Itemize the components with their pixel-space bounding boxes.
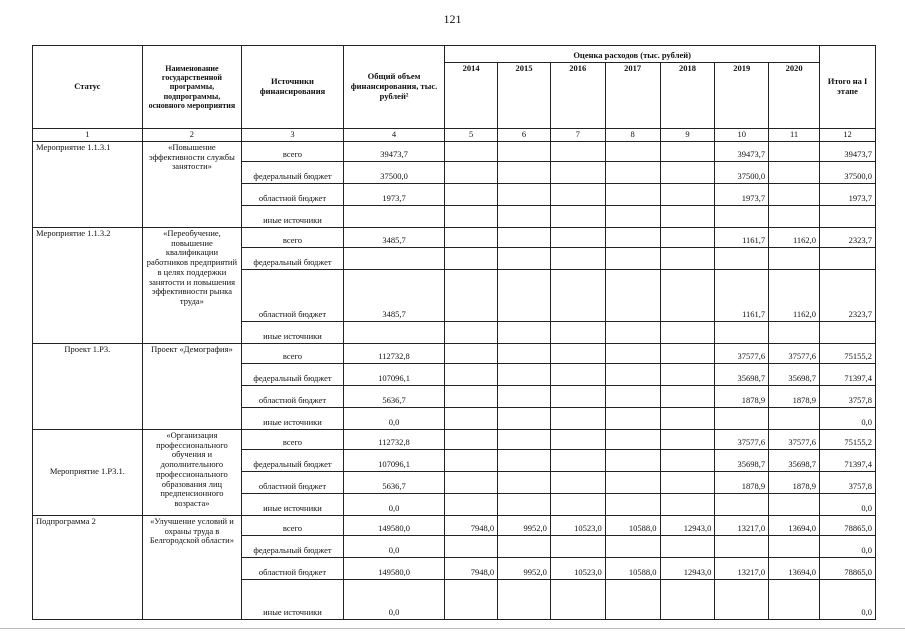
year-value-cell [550, 161, 605, 183]
stage-total-cell: 75155,2 [820, 343, 876, 363]
year-value-cell [715, 247, 769, 269]
year-value-cell [498, 141, 551, 161]
year-value-cell [660, 183, 715, 205]
year-value-cell [445, 579, 498, 619]
year-value-cell [445, 269, 498, 321]
year-value-cell [605, 321, 660, 343]
year-value-cell [769, 141, 820, 161]
year-value-cell [715, 321, 769, 343]
source-cell: иные источники [242, 321, 344, 343]
year-value-cell [498, 385, 551, 407]
financing-table [32, 45, 876, 620]
year-value-cell [445, 385, 498, 407]
stage-total-cell: 78865,0 [820, 515, 876, 535]
source-cell: всего [242, 141, 344, 161]
source-cell: иные источники [242, 579, 344, 619]
total-cell: 112732,8 [343, 429, 445, 449]
year-value-cell: 13217,0 [715, 557, 769, 579]
year-value-cell [605, 141, 660, 161]
header-estimate: Оценка расходов (тыс. рублей) [445, 46, 820, 63]
year-value-cell [605, 385, 660, 407]
year-value-cell [445, 363, 498, 385]
year-value-cell: 37577,6 [769, 429, 820, 449]
year-value-cell [769, 247, 820, 269]
year-value-cell: 37577,6 [715, 429, 769, 449]
year-value-cell [769, 205, 820, 227]
total-cell: 149580,0 [343, 515, 445, 535]
total-cell: 107096,1 [343, 363, 445, 385]
stage-total-cell: 0,0 [820, 407, 876, 429]
year-value-cell: 13694,0 [769, 515, 820, 535]
year-value-cell [550, 363, 605, 385]
column-number: 3 [242, 129, 344, 142]
year-value-cell: 37500,0 [715, 161, 769, 183]
year-value-cell [550, 471, 605, 493]
source-cell: иные источники [242, 493, 344, 515]
year-value-cell [660, 161, 715, 183]
stage-total-cell: 0,0 [820, 493, 876, 515]
year-value-cell: 35698,7 [715, 363, 769, 385]
year-value-cell [445, 205, 498, 227]
year-value-cell [605, 429, 660, 449]
header-year: 2020 [769, 63, 820, 129]
year-value-cell [550, 205, 605, 227]
year-value-cell [498, 269, 551, 321]
column-number: 10 [715, 129, 769, 142]
table-body [33, 141, 876, 619]
total-cell: 3485,7 [343, 227, 445, 247]
source-cell: иные источники [242, 407, 344, 429]
header-year: 2018 [660, 63, 715, 129]
total-cell [343, 247, 445, 269]
year-value-cell [498, 161, 551, 183]
total-cell: 5636,7 [343, 385, 445, 407]
stage-total-cell: 3757,8 [820, 385, 876, 407]
year-value-cell: 35698,7 [769, 363, 820, 385]
table-row [33, 343, 876, 363]
source-cell: всего [242, 429, 344, 449]
year-value-cell: 35698,7 [769, 449, 820, 471]
year-value-cell [605, 535, 660, 557]
year-value-cell [660, 227, 715, 247]
header-year: 2015 [498, 63, 551, 129]
year-value-cell [550, 579, 605, 619]
year-value-cell [550, 429, 605, 449]
page-bottom-edge [0, 628, 905, 629]
source-cell: областной бюджет [242, 183, 344, 205]
year-value-cell [769, 183, 820, 205]
stage-total-cell: 2323,7 [820, 227, 876, 247]
year-value-cell [660, 385, 715, 407]
year-value-cell [605, 579, 660, 619]
year-value-cell [445, 493, 498, 515]
year-value-cell: 9952,0 [498, 557, 551, 579]
year-value-cell [550, 183, 605, 205]
total-cell [343, 321, 445, 343]
year-value-cell [605, 407, 660, 429]
year-value-cell: 10523,0 [550, 557, 605, 579]
year-value-cell [605, 205, 660, 227]
year-value-cell [769, 493, 820, 515]
total-cell: 5636,7 [343, 471, 445, 493]
year-value-cell: 35698,7 [715, 449, 769, 471]
year-value-cell [660, 363, 715, 385]
header-year: 2014 [445, 63, 498, 129]
source-cell: областной бюджет [242, 385, 344, 407]
year-value-cell: 13694,0 [769, 557, 820, 579]
stage-total-cell [820, 247, 876, 269]
year-value-cell [660, 247, 715, 269]
stage-total-cell: 2323,7 [820, 269, 876, 321]
header-sources: Источники финансирования [242, 46, 344, 129]
table-row [33, 227, 876, 247]
source-cell: областной бюджет [242, 471, 344, 493]
total-cell: 0,0 [343, 535, 445, 557]
year-value-cell [660, 429, 715, 449]
header-stage-total: Итого на I этапе [820, 46, 876, 129]
year-value-cell [550, 247, 605, 269]
year-value-cell [445, 471, 498, 493]
year-value-cell [498, 535, 551, 557]
program-name-cell: Проект «Демография» [142, 343, 242, 429]
header-status: Статус [33, 46, 143, 129]
year-value-cell [445, 321, 498, 343]
year-value-cell: 1878,9 [769, 471, 820, 493]
year-value-cell [715, 205, 769, 227]
source-cell: иные источники [242, 205, 344, 227]
source-cell: областной бюджет [242, 269, 344, 321]
year-value-cell [660, 471, 715, 493]
header-name: Наименование государственной программы, подпрограммы, основного мероприятия [142, 46, 242, 129]
year-value-cell [498, 183, 551, 205]
year-value-cell: 7948,0 [445, 515, 498, 535]
year-value-cell: 1878,9 [769, 385, 820, 407]
year-value-cell: 37577,6 [769, 343, 820, 363]
table-row [33, 141, 876, 161]
table-row [33, 515, 876, 535]
status-cell: Подпрограмма 2 [33, 515, 143, 619]
source-cell: федеральный бюджет [242, 247, 344, 269]
year-value-cell [715, 493, 769, 515]
year-value-cell: 12943,0 [660, 515, 715, 535]
source-cell: всего [242, 227, 344, 247]
year-value-cell [445, 247, 498, 269]
year-value-cell: 37577,6 [715, 343, 769, 363]
year-value-cell [769, 407, 820, 429]
year-value-cell [498, 205, 551, 227]
year-value-cell [498, 407, 551, 429]
stage-total-cell: 1973,7 [820, 183, 876, 205]
year-value-cell [605, 227, 660, 247]
stage-total-cell: 75155,2 [820, 429, 876, 449]
year-value-cell [445, 141, 498, 161]
program-name-cell: «Переобучение, повышение квалификации работников предприятий в целях поддержки занятости и повышения эффективности рынка труда» [142, 227, 242, 343]
column-number: 7 [550, 129, 605, 142]
year-value-cell: 1162,0 [769, 227, 820, 247]
year-value-cell [605, 269, 660, 321]
year-value-cell [550, 385, 605, 407]
column-number: 4 [343, 129, 445, 142]
year-value-cell [498, 321, 551, 343]
year-value-cell [769, 161, 820, 183]
year-value-cell: 9952,0 [498, 515, 551, 535]
source-cell: всего [242, 515, 344, 535]
year-value-cell [605, 449, 660, 471]
year-value-cell: 10523,0 [550, 515, 605, 535]
year-value-cell [445, 227, 498, 247]
year-value-cell [715, 535, 769, 557]
total-cell: 149580,0 [343, 557, 445, 579]
year-value-cell [445, 407, 498, 429]
stage-total-cell [820, 205, 876, 227]
total-cell: 112732,8 [343, 343, 445, 363]
header-total: Общий объем финансирования, тыс. рублей² [343, 46, 445, 129]
column-number: 2 [142, 129, 242, 142]
table-row [33, 429, 876, 449]
year-value-cell [550, 321, 605, 343]
year-value-cell [660, 321, 715, 343]
year-value-cell [445, 183, 498, 205]
source-cell: федеральный бюджет [242, 161, 344, 183]
year-value-cell: 10588,0 [605, 557, 660, 579]
header-year: 2019 [715, 63, 769, 129]
year-value-cell [498, 363, 551, 385]
year-value-cell: 1878,9 [715, 471, 769, 493]
total-cell [343, 205, 445, 227]
stage-total-cell: 3757,8 [820, 471, 876, 493]
year-value-cell [550, 343, 605, 363]
year-value-cell [605, 493, 660, 515]
total-cell: 107096,1 [343, 449, 445, 471]
year-value-cell [605, 183, 660, 205]
year-value-cell [550, 141, 605, 161]
year-value-cell [660, 535, 715, 557]
stage-total-cell: 0,0 [820, 579, 876, 619]
year-value-cell [498, 227, 551, 247]
year-value-cell: 1161,7 [715, 269, 769, 321]
status-cell: Мероприятие 1.1.3.2 [33, 227, 143, 343]
year-value-cell [605, 247, 660, 269]
stage-total-cell [820, 321, 876, 343]
year-value-cell [769, 321, 820, 343]
year-value-cell [498, 579, 551, 619]
year-value-cell: 7948,0 [445, 557, 498, 579]
year-value-cell [498, 471, 551, 493]
year-value-cell [769, 579, 820, 619]
year-value-cell [445, 449, 498, 471]
year-value-cell [550, 493, 605, 515]
column-number: 11 [769, 129, 820, 142]
header-year: 2016 [550, 63, 605, 129]
year-value-cell [445, 429, 498, 449]
column-number: 5 [445, 129, 498, 142]
total-cell: 37500,0 [343, 161, 445, 183]
year-value-cell [660, 205, 715, 227]
year-value-cell [498, 449, 551, 471]
year-value-cell: 39473,7 [715, 141, 769, 161]
header-year: 2017 [605, 63, 660, 129]
total-cell: 1973,7 [343, 183, 445, 205]
column-number: 9 [660, 129, 715, 142]
column-number: 6 [498, 129, 551, 142]
program-name-cell: «Улучшение условий и охраны труда в Белгородской области» [142, 515, 242, 619]
stage-total-cell: 78865,0 [820, 557, 876, 579]
year-value-cell [445, 343, 498, 363]
year-value-cell [550, 449, 605, 471]
year-value-cell [550, 269, 605, 321]
year-value-cell [498, 343, 551, 363]
year-value-cell: 1973,7 [715, 183, 769, 205]
program-name-cell: «Организация профессионального обучения и дополнительного профессионального образования лиц предпенсионного возраста» [142, 429, 242, 515]
stage-total-cell: 71397,4 [820, 363, 876, 385]
year-value-cell [605, 471, 660, 493]
total-cell: 0,0 [343, 407, 445, 429]
status-cell: Мероприятие 1.1.3.1 [33, 141, 143, 227]
program-name-cell: «Повышение эффективности службы занятости» [142, 141, 242, 227]
page-number: 121 [443, 12, 462, 26]
year-value-cell [605, 343, 660, 363]
year-value-cell [498, 493, 551, 515]
year-value-cell [550, 535, 605, 557]
stage-total-cell: 71397,4 [820, 449, 876, 471]
year-value-cell [769, 535, 820, 557]
year-value-cell [660, 343, 715, 363]
year-value-cell [498, 247, 551, 269]
year-value-cell [660, 141, 715, 161]
year-value-cell [660, 407, 715, 429]
year-value-cell [605, 161, 660, 183]
source-cell: федеральный бюджет [242, 535, 344, 557]
year-value-cell: 13217,0 [715, 515, 769, 535]
stage-total-cell: 0,0 [820, 535, 876, 557]
year-value-cell [715, 407, 769, 429]
year-value-cell [715, 579, 769, 619]
year-value-cell [605, 363, 660, 385]
total-cell: 3485,7 [343, 269, 445, 321]
year-value-cell [445, 535, 498, 557]
total-cell: 39473,7 [343, 141, 445, 161]
year-value-cell [550, 227, 605, 247]
year-value-cell [498, 429, 551, 449]
year-value-cell [660, 493, 715, 515]
source-cell: федеральный бюджет [242, 449, 344, 471]
year-value-cell [660, 449, 715, 471]
year-value-cell [445, 161, 498, 183]
year-value-cell: 12943,0 [660, 557, 715, 579]
source-cell: областной бюджет [242, 557, 344, 579]
total-cell: 0,0 [343, 493, 445, 515]
year-value-cell: 1162,0 [769, 269, 820, 321]
column-number: 12 [820, 129, 876, 142]
column-number: 1 [33, 129, 143, 142]
year-value-cell: 1161,7 [715, 227, 769, 247]
stage-total-cell: 39473,7 [820, 141, 876, 161]
column-numbers-row [33, 129, 876, 142]
year-value-cell [660, 269, 715, 321]
total-cell: 0,0 [343, 579, 445, 619]
year-value-cell [550, 407, 605, 429]
status-cell: Мероприятие 1.Р3.1. [33, 429, 143, 515]
source-cell: федеральный бюджет [242, 363, 344, 385]
status-cell: Проект 1.Р3. [33, 343, 143, 429]
column-number: 8 [605, 129, 660, 142]
year-value-cell: 1878,9 [715, 385, 769, 407]
stage-total-cell: 37500,0 [820, 161, 876, 183]
year-value-cell: 10588,0 [605, 515, 660, 535]
year-value-cell [660, 579, 715, 619]
source-cell: всего [242, 343, 344, 363]
